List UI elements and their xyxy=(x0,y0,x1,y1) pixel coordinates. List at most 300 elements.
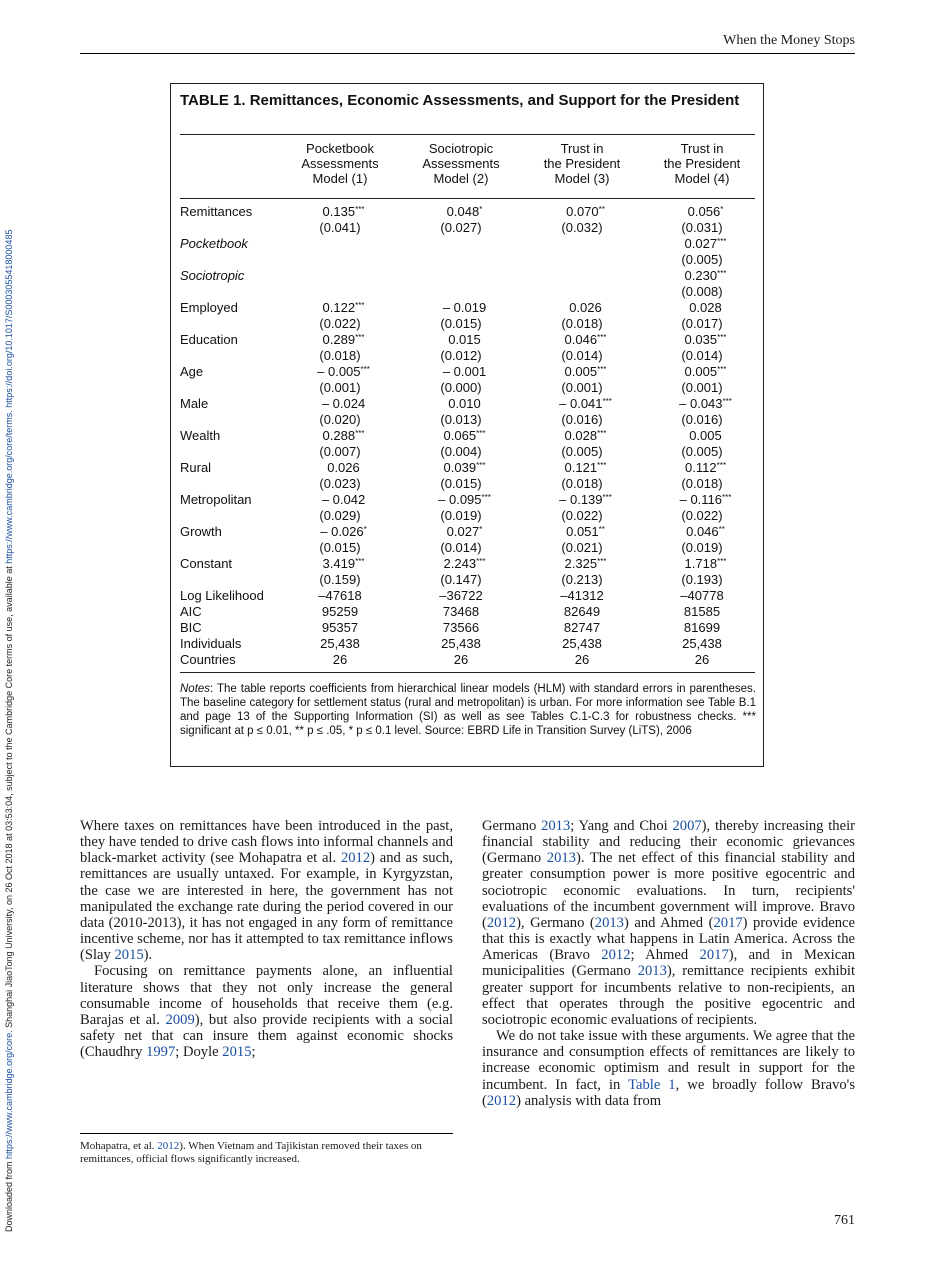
stat-cell: 73468 xyxy=(442,604,480,619)
paragraph xyxy=(482,818,855,1028)
coefficient-value: – 0.024 xyxy=(321,396,366,411)
coefficient-value: 0.046 xyxy=(686,524,719,539)
body-text-right-column xyxy=(482,818,855,1198)
citation-link[interactable]: 2017 xyxy=(713,914,743,931)
paragraph xyxy=(80,818,453,963)
text-run: ) and Ahmed ( xyxy=(623,914,714,931)
standard-error-cell: (0.021) xyxy=(561,540,603,555)
table-row-se xyxy=(180,412,760,428)
text-run: ; Ahmed xyxy=(630,947,700,964)
coefficient-value: 0.026 xyxy=(327,460,360,475)
significance-stars: *** xyxy=(360,365,370,374)
text-run: Mohapatra, et al. xyxy=(80,1140,158,1152)
citation-link[interactable]: 2012 xyxy=(157,1140,180,1152)
coefficient-value: 0.112 xyxy=(685,460,717,475)
coefficient-value: – 0.042 xyxy=(321,492,366,507)
download-notice-sep: . xyxy=(4,407,14,413)
coefficient-cell xyxy=(647,236,757,252)
standard-error-cell: (0.031) xyxy=(681,220,723,235)
table-row-se xyxy=(180,540,760,556)
significance-stars: *** xyxy=(597,365,607,374)
standard-error-cell: (0.018) xyxy=(561,316,603,331)
coefficient-cell xyxy=(285,364,395,380)
citation-link[interactable]: 2012 xyxy=(601,947,631,964)
significance-stars: *** xyxy=(355,333,365,342)
table-stat-row xyxy=(180,588,760,604)
standard-error-cell: (0.016) xyxy=(561,412,603,427)
coefficient-cell xyxy=(285,460,395,476)
notes-label: Notes xyxy=(180,683,211,695)
terms-link[interactable]: https://www.cambridge.org/core/terms xyxy=(4,412,14,564)
coefficient-cell xyxy=(406,524,516,540)
coefficient-cell xyxy=(527,492,637,508)
table-row xyxy=(180,332,760,348)
standard-error-cell: (0.004) xyxy=(440,444,482,459)
table-stat-row xyxy=(180,620,760,636)
coefficient-cell xyxy=(647,428,757,444)
stat-cell: –47618 xyxy=(318,588,362,603)
standard-error-cell: (0.023) xyxy=(319,476,361,491)
coefficient-value: 0.010 xyxy=(448,396,481,411)
column-header-line: Assessments xyxy=(422,156,500,171)
standard-error-cell: (0.032) xyxy=(561,220,603,235)
citation-link[interactable]: Table 1 xyxy=(628,1076,676,1093)
stat-cell: 81699 xyxy=(683,620,721,635)
significance-stars: *** xyxy=(716,461,726,470)
standard-error-cell: (0.018) xyxy=(319,348,361,363)
stat-cell: 95357 xyxy=(321,620,359,635)
table-1 xyxy=(170,83,764,767)
text-run: ) analysis with data from xyxy=(516,1092,662,1109)
significance-stars: *** xyxy=(602,397,612,406)
text-run: ). xyxy=(143,947,153,964)
table-row-se xyxy=(180,252,760,268)
text-run: Germano xyxy=(482,818,542,834)
coefficient-value: 0.015 xyxy=(448,332,481,347)
standard-error-cell: (0.193) xyxy=(681,572,723,587)
significance-stars: * xyxy=(363,525,367,534)
paragraph xyxy=(80,963,453,1060)
cambridge-core-link[interactable]: https://www.cambridge.org/core xyxy=(4,1032,14,1159)
column-header-line: Trust in xyxy=(680,141,724,156)
row-label: Age xyxy=(180,364,204,379)
table-row xyxy=(180,396,760,412)
coefficient-value: 0.005 xyxy=(564,364,598,379)
table-rule-header xyxy=(180,198,755,199)
coefficient-value: 0.070 xyxy=(566,204,599,219)
stat-cell: 26 xyxy=(574,652,590,667)
standard-error-cell: (0.018) xyxy=(561,476,603,491)
coefficient-cell xyxy=(527,396,637,412)
standard-error-cell: (0.019) xyxy=(440,508,482,523)
coefficient-cell xyxy=(406,556,516,572)
standard-error-cell: (0.007) xyxy=(319,444,361,459)
standard-error-cell: (0.022) xyxy=(319,316,361,331)
coefficient-cell xyxy=(527,524,637,540)
significance-stars: *** xyxy=(722,397,732,406)
table-row xyxy=(180,524,760,540)
coefficient-cell xyxy=(406,364,516,380)
citation-link[interactable]: 2013 xyxy=(594,914,624,931)
stat-label: BIC xyxy=(180,620,202,635)
coefficient-cell xyxy=(647,460,757,476)
standard-error-cell: (0.008) xyxy=(681,284,723,299)
standard-error-cell: (0.018) xyxy=(681,476,723,491)
coefficient-cell xyxy=(647,492,757,508)
text-run: Focusing on remittance payments alone, an influential literature shows that they not only increase the general consumable income of households that receive them (e.g. Barajas et al. xyxy=(80,963,453,1028)
stat-cell: 25,438 xyxy=(320,636,360,651)
coefficient-value: 0.051 xyxy=(566,524,599,539)
coefficient-cell xyxy=(527,460,637,476)
stat-cell: –36722 xyxy=(439,588,483,603)
significance-stars: ** xyxy=(598,205,605,214)
stat-cell: 73566 xyxy=(442,620,480,635)
coefficient-cell xyxy=(527,556,637,572)
table-row xyxy=(180,428,760,444)
running-head: When the Money Stops xyxy=(80,34,855,54)
significance-stars: *** xyxy=(355,429,365,438)
column-header-line: Model (4) xyxy=(674,171,730,186)
page-number: 761 xyxy=(834,1213,855,1228)
coefficient-cell xyxy=(527,428,637,444)
text-run: Where taxes on remittances have been introduced in the past, they have tended to drive cash flows into informal channels and black-market activity (see Mohapatra et al. xyxy=(80,818,453,867)
table-row xyxy=(180,268,760,284)
coefficient-value: 0.056 xyxy=(687,204,721,219)
column-header-line: Assessments xyxy=(301,156,379,171)
standard-error-cell: (0.029) xyxy=(319,508,361,523)
coefficient-cell xyxy=(285,332,395,348)
significance-stars: *** xyxy=(717,557,727,566)
column-header-1 xyxy=(285,141,395,186)
column-header-line: Trust in xyxy=(560,141,604,156)
standard-error-cell: (0.001) xyxy=(681,380,723,395)
coefficient-cell xyxy=(527,204,637,220)
coefficient-value: – 0.019 xyxy=(442,300,487,315)
coefficient-cell xyxy=(647,332,757,348)
stat-cell: 82649 xyxy=(563,604,601,619)
coefficient-cell xyxy=(647,524,757,540)
coefficient-cell xyxy=(406,428,516,444)
coefficient-cell xyxy=(285,556,395,572)
coefficient-cell xyxy=(647,268,757,284)
stat-label: Log Likelihood xyxy=(180,588,264,603)
coefficient-value: 0.046 xyxy=(564,332,598,347)
text-run: ). When Vietnam and Tajikistan removed their taxes on remittances, official flows significantly increased. xyxy=(80,1140,422,1165)
coefficient-value: 0.028 xyxy=(564,428,598,443)
significance-stars: *** xyxy=(355,557,365,566)
column-header-4 xyxy=(647,141,757,186)
standard-error-cell: (0.000) xyxy=(440,380,482,395)
text-run: ), thereby increasing their financial stability and reducing their economic grievances (Germano xyxy=(482,818,855,867)
stat-cell: 25,438 xyxy=(441,636,481,651)
coefficient-cell xyxy=(406,332,516,348)
column-header-line: Pocketbook xyxy=(306,141,374,156)
table-row xyxy=(180,492,760,508)
citation-link[interactable]: 2009 xyxy=(165,1011,195,1028)
row-label: Male xyxy=(180,396,209,411)
significance-stars: *** xyxy=(717,333,727,342)
standard-error-cell: (0.014) xyxy=(561,348,603,363)
coefficient-value: 0.048 xyxy=(446,204,480,219)
column-header-line: Model (2) xyxy=(433,171,489,186)
coefficient-value: 2.325 xyxy=(564,556,598,571)
coefficient-value: 0.230 xyxy=(684,268,718,283)
coefficient-cell xyxy=(285,524,395,540)
coefficient-value: – 0.116 xyxy=(679,492,723,507)
column-header-2 xyxy=(406,141,516,186)
column-header-3 xyxy=(527,141,637,186)
significance-stars: *** xyxy=(602,493,612,502)
footnote-rule xyxy=(80,1133,453,1134)
stat-cell: 26 xyxy=(332,652,348,667)
table-row-se xyxy=(180,572,760,588)
citation-link[interactable]: 2015 xyxy=(114,947,144,964)
significance-stars: ** xyxy=(718,525,725,534)
coefficient-value: – 0.095 xyxy=(438,492,482,507)
standard-error-cell: (0.001) xyxy=(319,380,361,395)
download-notice xyxy=(2,52,16,1232)
coefficient-value: 0.035 xyxy=(684,332,718,347)
column-header-line: the President xyxy=(543,156,621,171)
standard-error-cell: (0.015) xyxy=(319,540,361,555)
coefficient-cell xyxy=(647,204,757,220)
stat-cell: 81585 xyxy=(683,604,721,619)
citation-link[interactable]: 2013 xyxy=(637,963,667,980)
coefficient-value: 1.718 xyxy=(684,556,718,571)
coefficient-value: 0.027 xyxy=(446,524,480,539)
text-run: , we broadly follow Bravo's ( xyxy=(482,1076,855,1109)
row-label: Wealth xyxy=(180,428,221,443)
coefficient-value: 0.028 xyxy=(689,300,722,315)
significance-stars: *** xyxy=(355,301,365,310)
standard-error-cell: (0.159) xyxy=(319,572,361,587)
stat-cell: 26 xyxy=(453,652,469,667)
stat-cell: –40778 xyxy=(680,588,724,603)
citation-link[interactable]: 2017 xyxy=(699,947,729,964)
citation-link[interactable]: 2013 xyxy=(546,850,576,867)
coefficient-cell xyxy=(647,300,757,316)
coefficient-value: 2.243 xyxy=(443,556,477,571)
row-label: Pocketbook xyxy=(180,236,248,251)
coefficient-value: 0.289 xyxy=(322,332,356,347)
coefficient-value: 0.026 xyxy=(569,300,602,315)
citation-link[interactable]: 2007 xyxy=(672,818,702,834)
row-label: Metropolitan xyxy=(180,492,252,507)
coefficient-cell xyxy=(406,396,516,412)
significance-stars: * xyxy=(479,205,483,214)
standard-error-cell: (0.001) xyxy=(561,380,603,395)
significance-stars: ** xyxy=(598,525,605,534)
standard-error-cell: (0.005) xyxy=(681,444,723,459)
table-row xyxy=(180,300,760,316)
standard-error-cell: (0.012) xyxy=(440,348,482,363)
table-row-se xyxy=(180,284,760,300)
doi-link[interactable]: https://doi.org/10.1017/S0003055418000485 xyxy=(4,229,14,408)
row-label: Rural xyxy=(180,460,212,475)
table-rule-top xyxy=(180,134,755,135)
row-label: Remittances xyxy=(180,204,253,219)
stat-cell: 82747 xyxy=(563,620,601,635)
coefficient-value: – 0.026 xyxy=(320,524,364,539)
coefficient-value: 3.419 xyxy=(322,556,356,571)
coefficient-cell xyxy=(527,364,637,380)
table-stat-row xyxy=(180,636,760,652)
significance-stars: *** xyxy=(476,557,486,566)
column-header-line: Model (3) xyxy=(554,171,610,186)
text-run: ), remittance recipients exhibit greater support for incumbents relative to non-recipients, an effect that operates through the positive egocentric and sociotropic economic evaluations of recipients. xyxy=(482,963,855,1028)
row-label: Employed xyxy=(180,300,238,315)
standard-error-cell: (0.019) xyxy=(681,540,723,555)
stat-cell: 25,438 xyxy=(682,636,722,651)
coefficient-cell xyxy=(285,396,395,412)
standard-error-cell: (0.213) xyxy=(561,572,603,587)
coefficient-value: 0.005 xyxy=(684,364,718,379)
table-row-se xyxy=(180,220,760,236)
standard-error-cell: (0.015) xyxy=(440,476,482,491)
coefficient-value: 0.065 xyxy=(443,428,477,443)
significance-stars: *** xyxy=(597,333,607,342)
text-run: ), and in Mexican municipalities (Germano xyxy=(482,947,855,980)
row-label: Constant xyxy=(180,556,233,571)
significance-stars: *** xyxy=(717,237,727,246)
coefficient-value: 0.121 xyxy=(564,460,598,475)
citation-link[interactable]: 2012 xyxy=(340,850,371,867)
standard-error-cell: (0.022) xyxy=(681,508,723,523)
row-label: Education xyxy=(180,332,238,347)
significance-stars: *** xyxy=(597,461,607,470)
citation-link[interactable]: 2013 xyxy=(541,818,571,834)
coefficient-value: – 0.005 xyxy=(317,364,361,379)
coefficient-value: 0.288 xyxy=(322,428,356,443)
table-row-se xyxy=(180,476,760,492)
coefficient-cell xyxy=(527,300,637,316)
significance-stars: *** xyxy=(597,557,607,566)
table-rule-bottom xyxy=(180,672,755,673)
coefficient-value: 0.005 xyxy=(689,428,722,443)
coefficient-cell xyxy=(406,460,516,476)
coefficient-cell xyxy=(285,492,395,508)
column-header-line: the President xyxy=(663,156,741,171)
column-header-line: Model (1) xyxy=(312,171,368,186)
table-row-se xyxy=(180,380,760,396)
coefficient-value: – 0.139 xyxy=(559,492,603,507)
body-text-left-column xyxy=(80,818,453,1061)
footnote xyxy=(80,1140,453,1166)
citation-link[interactable]: 2012 xyxy=(486,1092,517,1109)
stat-cell: 25,438 xyxy=(562,636,602,651)
significance-stars: *** xyxy=(481,493,491,502)
coefficient-value: 0.135 xyxy=(322,204,356,219)
significance-stars: *** xyxy=(717,269,727,278)
coefficient-value: – 0.001 xyxy=(442,364,487,379)
stat-label: Countries xyxy=(180,652,236,667)
table-row xyxy=(180,204,760,220)
standard-error-cell: (0.016) xyxy=(681,412,723,427)
coefficient-cell xyxy=(647,396,757,412)
standard-error-cell: (0.013) xyxy=(440,412,482,427)
coefficient-cell xyxy=(406,204,516,220)
coefficient-cell xyxy=(285,428,395,444)
table-stat-row xyxy=(180,652,760,668)
text-run: ) and as such, remittances are usually untaxed. For example, in Kyrgyzstan, the case we are interested in here, the government has not manipulated the exchange rate during the period covered in our data (2010-2013), it has not engaged in any form of remittance incentive scheme, nor has it attempted to tax remittance inflows (Slay xyxy=(80,850,453,964)
stat-cell: 26 xyxy=(694,652,710,667)
notes-text: : The table reports coefficients from hierarchical linear models (HLM) with standard errors in parentheses. The baseline category for settlement status (rural and metropolitan) is urban. For more information see Table B.1 and page 13 of the Supporting Information (SI) as well as see Tables C.1-C.3 for robustness checks. *** significant at p ≤ 0.01, ** p ≤ .05, * p ≤ 0.1 level. Source: EBRD Life in Transition Survey (LiTS), 2006 xyxy=(180,683,756,737)
coefficient-cell xyxy=(406,492,516,508)
table-stat-row xyxy=(180,604,760,620)
text-run: ) provide evidence that this is exactly what happens in Latin America. Across the Americas (Bravo xyxy=(482,914,856,964)
standard-error-cell: (0.014) xyxy=(440,540,482,555)
text-run: We do not take issue with these arguments. We agree that the insurance and consumption effects of remittances are likely to increase economic optimism and result in support for the incumbent. In fact, in xyxy=(482,1028,855,1093)
download-notice-before: Downloaded from xyxy=(4,1158,14,1232)
text-run: ; xyxy=(251,1044,256,1061)
significance-stars: * xyxy=(479,525,483,534)
standard-error-cell: (0.020) xyxy=(319,412,361,427)
coefficient-value: 0.122 xyxy=(322,300,356,315)
table-row xyxy=(180,364,760,380)
table-row xyxy=(180,556,760,572)
text-run: ), Germano ( xyxy=(516,914,595,931)
significance-stars: * xyxy=(720,205,724,214)
standard-error-cell: (0.015) xyxy=(440,316,482,331)
stat-cell: –41312 xyxy=(560,588,604,603)
standard-error-cell: (0.005) xyxy=(561,444,603,459)
standard-error-cell: (0.147) xyxy=(440,572,482,587)
table-row xyxy=(180,460,760,476)
coefficient-cell xyxy=(647,364,757,380)
paragraph xyxy=(482,1028,855,1109)
row-label: Sociotropic xyxy=(180,268,245,283)
table-row-se xyxy=(180,316,760,332)
column-header-line: Sociotropic xyxy=(428,141,494,156)
text-run: ). The net effect of this financial stability and greater consumption power is more positive egocentric and sociotropic economic evaluations. In turn, recipients' evaluations of the incumbent government will improve. Bravo ( xyxy=(482,850,855,931)
stat-cell: 95259 xyxy=(321,604,359,619)
table-notes xyxy=(180,682,756,738)
coefficient-cell xyxy=(647,556,757,572)
significance-stars: *** xyxy=(722,493,732,502)
coefficient-value: – 0.043 xyxy=(679,396,723,411)
table-row-se xyxy=(180,508,760,524)
significance-stars: *** xyxy=(597,429,607,438)
stat-label: Individuals xyxy=(180,636,242,651)
table-row-se xyxy=(180,444,760,460)
table-row xyxy=(180,236,760,252)
standard-error-cell: (0.005) xyxy=(681,252,723,267)
citation-link[interactable]: 1997 xyxy=(146,1044,176,1061)
coefficient-cell xyxy=(285,204,395,220)
significance-stars: *** xyxy=(476,429,486,438)
significance-stars: *** xyxy=(476,461,486,470)
text-run: ; Doyle xyxy=(175,1044,223,1061)
stat-label: AIC xyxy=(180,604,202,619)
standard-error-cell: (0.017) xyxy=(681,316,723,331)
standard-error-cell: (0.041) xyxy=(319,220,361,235)
coefficient-value: 0.039 xyxy=(443,460,477,475)
coefficient-value: 0.027 xyxy=(684,236,718,251)
significance-stars: *** xyxy=(717,365,727,374)
coefficient-cell xyxy=(285,300,395,316)
download-notice-middle: . Shanghai JiaoTong University, on 26 Oct 2018 at 03:53:04, subject to the Cambridge Core terms of use, available at xyxy=(4,563,14,1033)
text-run: ; Yang and Choi xyxy=(570,818,673,834)
coefficient-cell xyxy=(527,332,637,348)
text-run: ), but also provide recipients with a social safety net that can insure them against economic shocks (Chaudhry xyxy=(80,1011,453,1061)
standard-error-cell: (0.027) xyxy=(440,220,482,235)
standard-error-cell: (0.014) xyxy=(681,348,723,363)
citation-link[interactable]: 2012 xyxy=(486,914,517,931)
table-row-se xyxy=(180,348,760,364)
citation-link[interactable]: 2015 xyxy=(222,1044,252,1061)
table-caption: TABLE 1. Remittances, Economic Assessments, and Support for the President xyxy=(180,92,740,109)
row-label: Growth xyxy=(180,524,222,539)
